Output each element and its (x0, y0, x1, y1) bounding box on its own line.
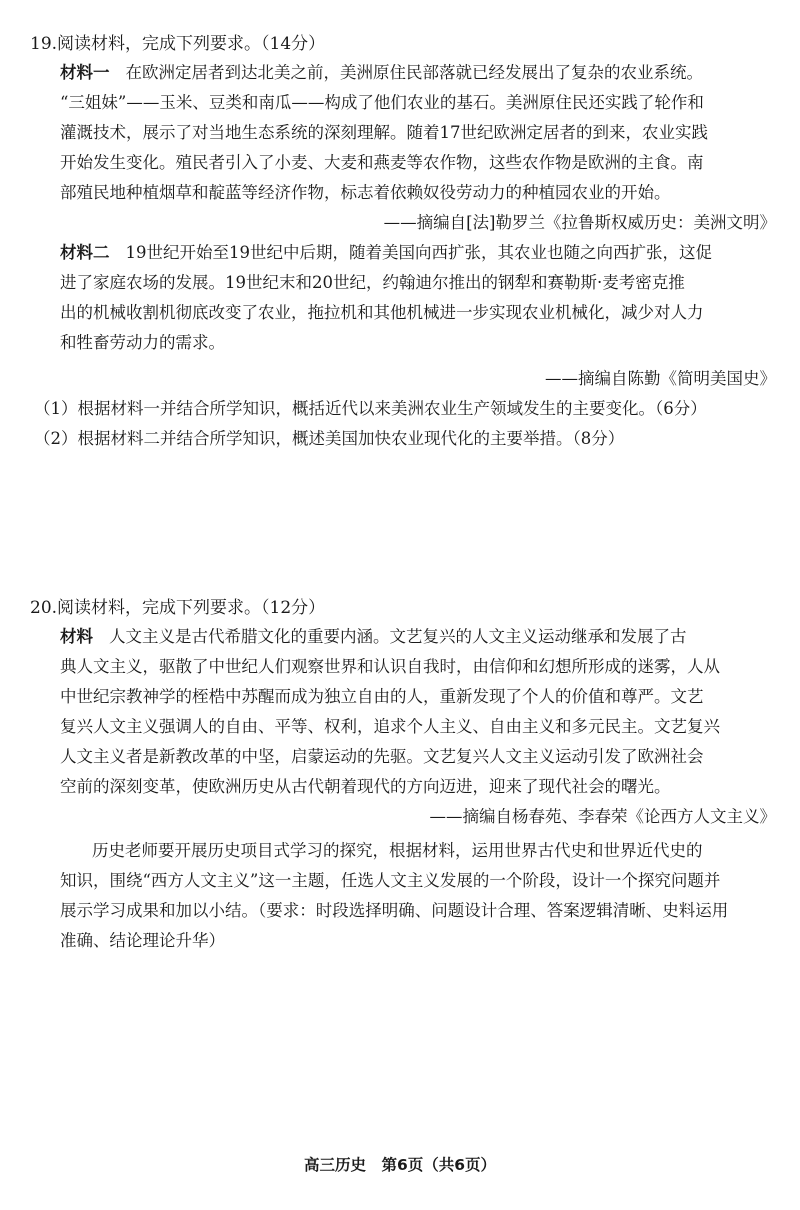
material-1-source: ——摘编自[法]勒罗兰《拉鲁斯权威历史：美洲文明》 (383, 213, 776, 232)
question-19-heading: 19.阅读材料，完成下列要求。（14分） (30, 34, 326, 54)
material-1-label: 材料一 (60, 63, 110, 82)
material-line-5: 人文主义者是新教改革的中坚，启蒙运动的先驱。文艺复兴人文主义运动引发了欧洲社会 (60, 747, 704, 766)
question-20-heading: 20.阅读材料，完成下列要求。（12分） (30, 598, 326, 618)
material-text: 人文主义是古代希腊文化的重要内涵。文艺复兴的人文主义运动继承和发展了古 (109, 627, 687, 646)
sub-question-1: （1）根据材料一并结合所学知识，概括近代以来美洲农业生产领域发生的主要变化。（6分） (34, 399, 707, 418)
material-source: ——摘编自杨春苑、李春荣《论西方人文主义》 (429, 807, 776, 826)
material-2-label: 材料二 (60, 243, 110, 262)
material-1-line-5: 部殖民地种植烟草和靛蓝等经济作物，标志着依赖奴役劳动力的种植园农业的开始。 (60, 183, 671, 202)
material-1-line-2: “三姐妹”——玉米、豆类和南瓜——构成了他们农业的基石。美洲原住民还实践了轮作和 (60, 93, 704, 112)
material-2-line-2: 进了家庭农场的发展。19世纪末和20世纪，约翰迪尔推出的钢犁和赛勒斯·麦考密克推 (60, 273, 685, 292)
material-2-source: ——摘编自陈勤《简明美国史》 (545, 369, 776, 388)
material-2-text: 19世纪开始至19世纪中后期，随着美国向西扩张，其农业也随之向西扩张，这促 (125, 243, 712, 262)
material-line-6: 空前的深刻变革，使欧洲历史从古代朝着现代的方向迈进，迎来了现代社会的曙光。 (60, 777, 671, 796)
material-2-line-4: 和牲畜劳动力的需求。 (60, 333, 225, 352)
question-19 (30, 30, 778, 454)
material-2-line-1 (30, 238, 778, 268)
task-line-1: 历史老师要开展历史项目式学习的探究，根据材料，运用世界古代史和世界近代史的 (92, 841, 703, 860)
sub-question-2: （2）根据材料二并结合所学知识，概述美国加快农业现代化的主要举措。（8分） (34, 429, 625, 448)
material-line-4: 复兴人文主义强调人的自由、平等、权利，追求个人主义、自由主义和多元民主。文艺复兴 (60, 717, 720, 736)
material-line-3: 中世纪宗教神学的桎梏中苏醒而成为独立自由的人，重新发现了个人的价值和尊严。文艺 (60, 687, 704, 706)
material-1-text: 在欧洲定居者到达北美之前，美洲原住民部落就已经发展出了复杂的农业系统。 (125, 63, 703, 82)
material-1-line-4: 开始发生变化。殖民者引入了小麦、大麦和燕麦等农作物，这些农作物是欧洲的主食。南 (60, 153, 704, 172)
task-line-3: 展示学习成果和加以小结。（要求：时段选择明确、问题设计合理、答案逻辑清晰、史料运用 (60, 901, 729, 920)
material-label: 材料 (60, 627, 93, 646)
material-2-line-3: 出的机械收割机彻底改变了农业，拖拉机和其他机械进一步实现农业机械化，减少对人力 (60, 303, 704, 322)
material-line-1 (30, 622, 778, 652)
page-footer: 高三历史 第6页（共6页） (303, 1156, 497, 1174)
task-line-2: 知识，围绕“西方人文主义”这一主题，任选人文主义发展的一个阶段，设计一个探究问题并 (60, 871, 721, 890)
material-line-2: 典人文主义，驱散了中世纪人们观察世界和认识自我时，由信仰和幻想所形成的迷雾，人从 (60, 657, 720, 676)
material-1-line-3: 灌溉技术，展示了对当地生态系统的深刻理解。随着17世纪欧洲定居者的到来，农业实践 (60, 123, 708, 142)
question-20 (30, 594, 778, 956)
material-1-line-1 (30, 58, 778, 88)
task-line-4: 准确、结论理论升华） (60, 931, 225, 950)
